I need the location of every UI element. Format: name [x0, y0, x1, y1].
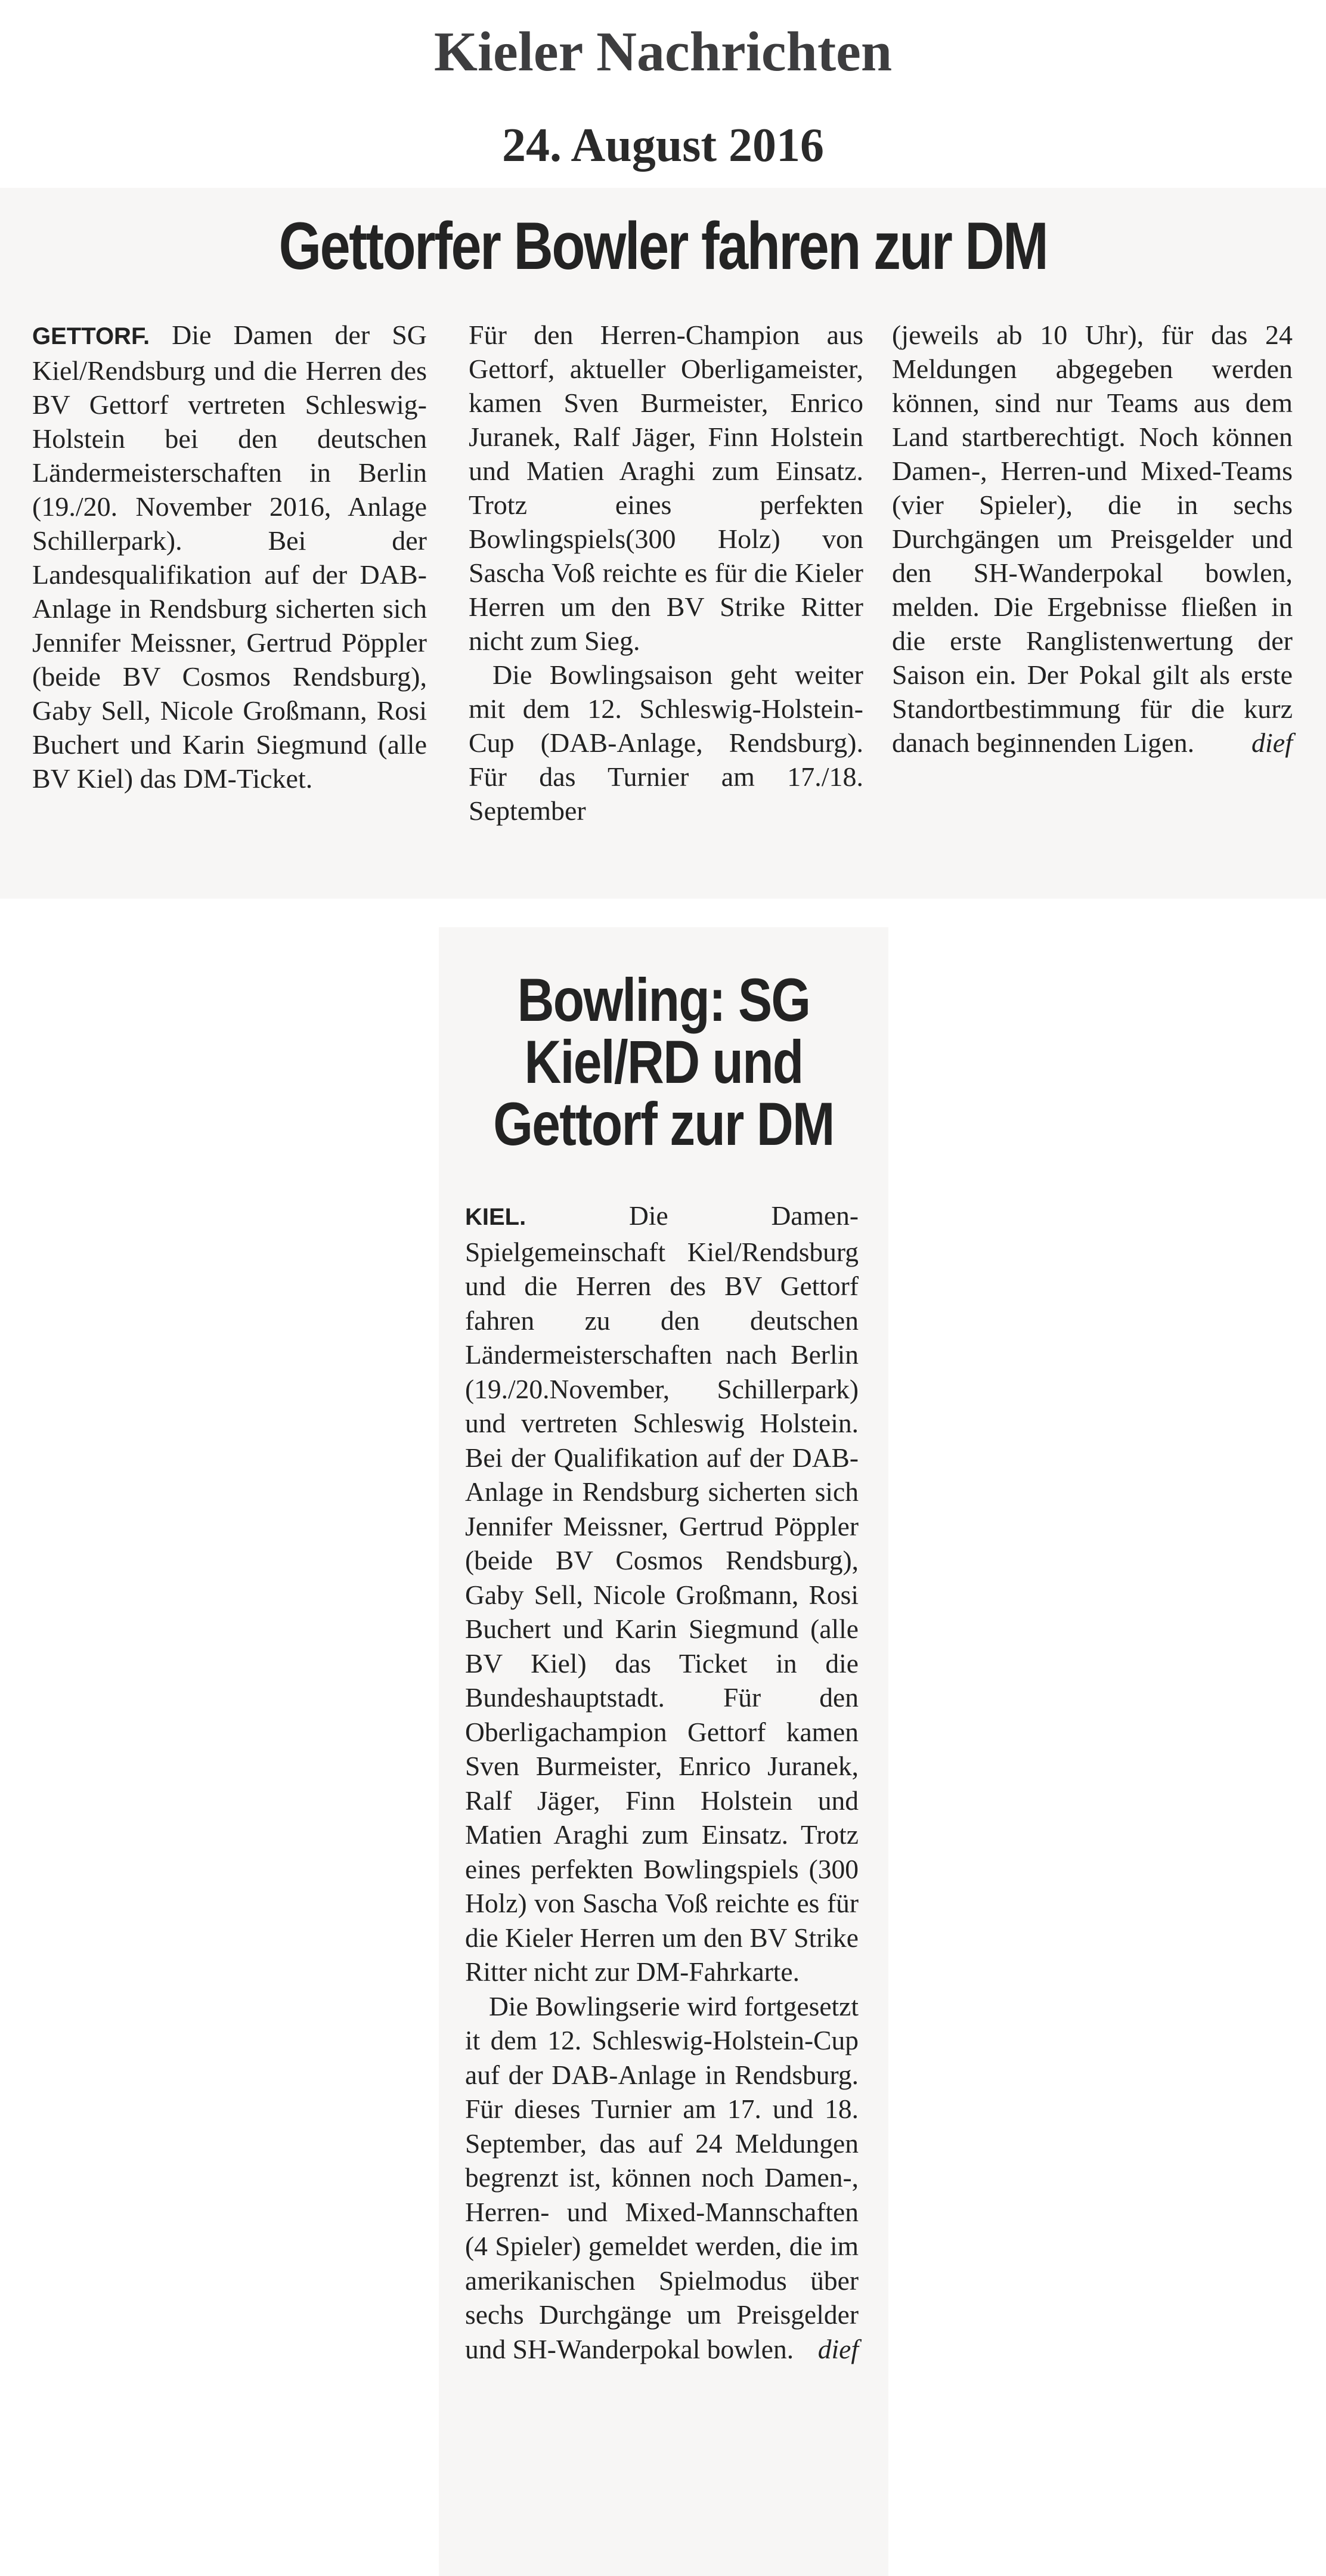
- article2-headline-line-3: Gettorf zur DM: [493, 1090, 834, 1158]
- article1-column-3: [892, 318, 1293, 760]
- article1-col3-text: (jeweils ab 10 Uhr), für das 24 Meldungen abgegeben werden können, sind nur Teams aus dem Land startberechtigt. Noch können Damen-, Herren-und Mixed-Teams (vier Spieler), die in sechs Durchgängen um Preisgelder und den SH-Wanderpokal bowlen, melden. Die Ergebnisse fließen in die erste Ranglistenwertung der Saison ein. Der Pokal gilt als erste Standortbestimmung für die kurz danach beginnenden Ligen.: [892, 320, 1293, 758]
- article2-paragraph-2: [465, 1989, 859, 2367]
- article2-paragraph-1: [465, 1199, 859, 1989]
- article-clipping-1: [0, 188, 1326, 899]
- article1-dateline: GETTORF.: [32, 323, 150, 349]
- article2-headline: [475, 966, 852, 1158]
- article1-col2-paragraph-2: Die Bowlingsaison geht weiter mit dem 12. Schleswig-Holstein-Cup (DAB-Anlage, Rendsburg). Für das Turnier am 17./18. September: [469, 660, 863, 826]
- article-clipping-2: [439, 927, 888, 2576]
- article2-p1-text: Die Damen-Spielgemeinschaft Kiel/Rendsburg und die Herren des BV Gettorf fahren zu den deutschen Ländermeisterschaften nach Berlin (19./20.November, Schillerpark) und vertreten Schleswig Holstein. Bei der Qualifikation auf der DAB-Anlage in Rendsburg sicherten sich Jennifer Meissner, Gertrud Pöppler (beide BV Cosmos Rendsburg), Gaby Sell, Nicole Großmann, Rosi Buchert und Karin Siegmund (alle BV Kiel) das Ticket in die Bundeshauptstadt. Für den Oberligachampion Gettorf kamen Sven Burmeister, Enrico Juranek, Ralf Jäger, Finn Holstein und Matien Araghi zum Einsatz. Trotz eines perfekten Bowlingspiels (300 Holz) von Sascha Voß reichte es für die Kieler Herren um den BV Strike Ritter nicht zur DM-Fahrkarte.: [465, 1200, 859, 1987]
- article2-signature: dief: [817, 2333, 859, 2364]
- publication-date: 24. August 2016: [501, 119, 825, 172]
- article2-body: [465, 1199, 859, 2366]
- article1-signature: dief: [1251, 727, 1293, 758]
- article2-dateline: KIEL.: [465, 1204, 526, 1230]
- publication-title: Kieler Nachrichten: [433, 21, 893, 83]
- article2-headline-line-1: Bowling: SG: [517, 966, 810, 1034]
- article2-p2-text: Die Bowlingserie wird fortgesetzt it dem 12. Schleswig-Holstein-Cup auf der DAB-Anlage in Rendsburg. Für dieses Turnier am 17. und 18. September, das auf 24 Meldungen begrenzt ist, können noch Damen-, Herren- und Mixed-Mannschaften (4 Spieler) gemeldet werden, die im amerikanischen Spielmodus über sechs Durchgänge um Preisgelder und SH-Wanderpokal bowlen.: [465, 1990, 859, 2364]
- article1-column-1: [32, 318, 427, 795]
- article1-headline: Gettorfer Bowler fahren zur DM: [278, 209, 1048, 283]
- article2-headline-line-2: Kiel/RD und: [524, 1028, 803, 1096]
- article1-col3-paragraph: [892, 318, 1293, 760]
- article1-col1-paragraph: [32, 318, 427, 795]
- article1-col2-paragraph-1: Für den Herren-Champion aus Gettorf, aktueller Oberligameister, kamen Sven Burmeister, Enrico Juranek, Ralf Jäger, Finn Holstein und Matien Araghi zum Einsatz. Trotz eines perfekten Bowlingspiels(300 Holz) von Sascha Voß reichte es für die Kieler Herren um den BV Strike Ritter nicht zum Sieg.: [469, 320, 863, 656]
- article1-column-2: [469, 318, 863, 828]
- article1-col1-text: Die Damen der SG Kiel/Rendsburg und die Herren des BV Gettorf vertreten Schleswig-Holstein bei den deutschen Ländermeisterschaften in Berlin (19./20. November 2016, Anlage Schillerpark). Bei der Landesqualifikation auf der DAB-Anlage in Rendsburg sicherten sich Jennifer Meissner, Gertrud Pöppler (beide BV Cosmos Rendsburg), Gaby Sell, Nicole Großmann, Rosi Buchert und Karin Siegmund (alle BV Kiel) das DM-Ticket.: [32, 320, 427, 794]
